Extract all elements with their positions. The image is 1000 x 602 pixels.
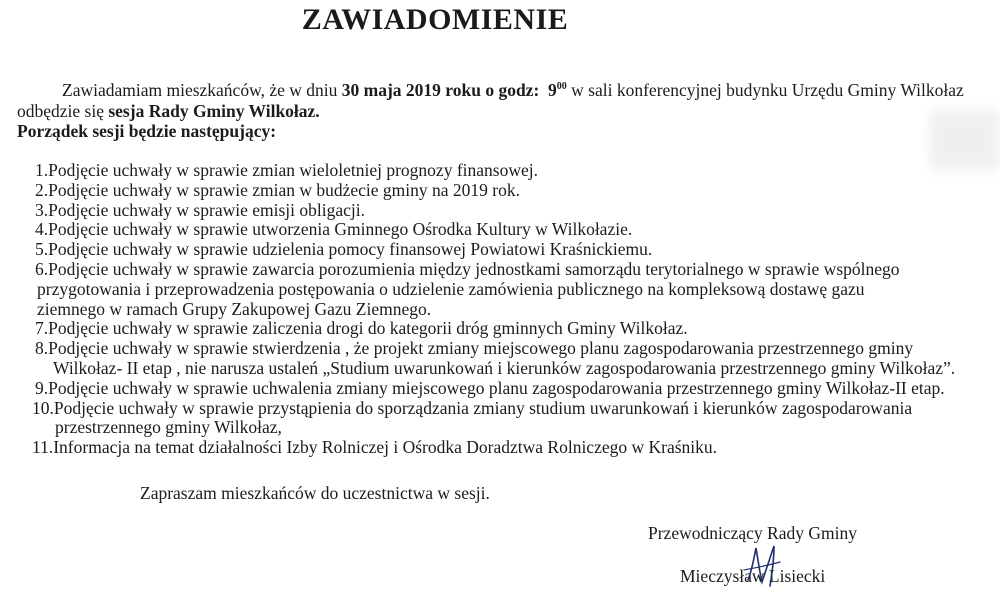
session-minutes: 00 bbox=[556, 81, 567, 92]
intro-line-2-text: odbędzie się bbox=[17, 101, 109, 121]
agenda-item: 11.Informacja na temat działalności Izby Rolniczej i Ośrodka Doradztwa Rolniczego w Kraśniku. bbox=[32, 437, 718, 458]
intro-location: w sali konferencyjnej budynku Urzędu Gminy Wilkołaz bbox=[566, 80, 964, 100]
agenda-item: 1.Podjęcie uchwały w sprawie zmian wieloletniej prognozy finansowej. bbox=[35, 160, 538, 180]
intro-text: Zawiadamiam mieszkańców, że w dniu bbox=[62, 80, 342, 100]
agenda-item-continuation: ziemnego w ramach Grupy Zakupowej Gazu Ziemnego. bbox=[37, 298, 432, 319]
closing-text: Zapraszam mieszkańców do uczestnictwa w sesji. bbox=[140, 483, 490, 503]
agenda-item: 4.Podjęcie uchwały w sprawie utworzenia Gminnego Ośrodka Kultury w Wilkołazie. bbox=[35, 219, 633, 240]
agenda-item: 2.Podjęcie uchwały w sprawie zmian w budżecie gminy na 2019 rok. bbox=[35, 179, 521, 200]
agenda-item: 3.Podjęcie uchwały w sprawie emisji obligacji. bbox=[35, 199, 365, 220]
agenda-item: 6.Podjęcie uchwały w sprawie zawarcia porozumienia między jednostkami samorządu terytorialnego w sprawie wspólnego bbox=[35, 259, 900, 279]
signature-title: Przewodniczący Rady Gminy bbox=[648, 523, 857, 543]
signature-name: Mieczysław Lisiecki bbox=[680, 566, 826, 586]
agenda-heading: Porządek sesji będzie następujący: bbox=[17, 121, 277, 141]
agenda-item-continuation: przestrzennego gminy Wilkołaz, bbox=[55, 417, 282, 438]
agenda-item: 8.Podjęcie uchwały w sprawie stwierdzenia , że projekt zmiany miejscowego planu zagospodarowania przestrzennego gminy bbox=[35, 338, 914, 359]
intro-line-2 bbox=[17, 101, 320, 121]
page-title: ZAWIADOMIENIE bbox=[301, 3, 569, 36]
agenda-item: 10.Podjęcie uchwały w sprawie przystąpienia do sporządzania zmiany studium uwarunkowań i kierunków zagospodarowania bbox=[32, 397, 913, 418]
session-hour: 9 bbox=[548, 80, 557, 100]
handwritten-signature bbox=[740, 540, 790, 590]
agenda-item-continuation: przygotowania i przeprowadzenia postępowania o udzielenie zamówienia publicznego na kompleksową dostawę gazu bbox=[37, 278, 865, 299]
intro-line-1 bbox=[62, 80, 964, 100]
scan-shadow bbox=[930, 110, 1000, 170]
session-name: sesja Rady Gminy Wilkołaz. bbox=[108, 101, 320, 121]
agenda-item: 5.Podjęcie uchwały w sprawie udzielenia pomocy finansowej Powiatowi Kraśnickiemu. bbox=[35, 239, 653, 260]
agenda-item: 9.Podjęcie uchwały w sprawie uchwalenia zmiany miejscowego planu zagospodarowania przestrzennego gminy Wilkołaz-II etap. bbox=[35, 377, 945, 398]
agenda-item-continuation: Wilkołaz- II etap , nie narusza ustaleń „Studium uwarunkowań i kierunków zagospodarowania przestrzennego gminy Wilkołaz”. bbox=[53, 358, 956, 378]
session-date: 30 maja 2019 roku o godz: bbox=[341, 80, 540, 100]
agenda-item: 7.Podjęcie uchwały w sprawie zaliczenia drogi do kategorii dróg gminnych Gminy Wilkołaz. bbox=[35, 318, 688, 339]
